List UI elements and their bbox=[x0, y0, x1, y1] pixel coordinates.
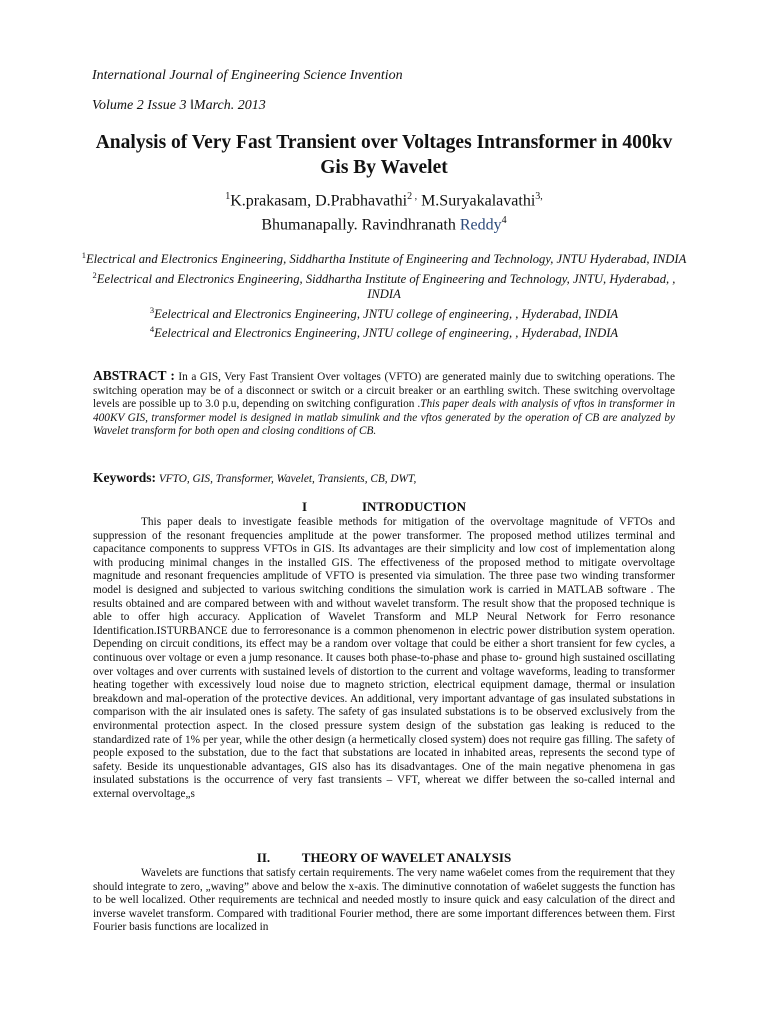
introduction-paragraph: This paper deals to investigate feasible methods for mitigation of the overvoltage magnitude of VFTOs and suppression of the resonant frequencies amplitude at the power transformer. The proposed method utilizes terminal and capacitance components to suppress VFTOs in GIS. Its advantages are their simplicity and low cost of implementation along with producing minimal changes in the installed GIS. The effectiveness of the proposed method to mitigate overvoltage magnitude and resonant frequencies amplitude of VFTO is presented via simulation. The three pase two winding transformer model is designed and subjected to various switching conditions the simulation work is carried in MATLAB software . The results obtained and are compared between with and without wavelet transform. The result show that the proposed technique is able to offer high accuracy. Application of Wavelet Transform and MLP Neural Network for Ferro resonance Identification.ISTURBANCE due to ferroresonance is a common phenomenon in electric power distribution system operation. Depending on circuit conditions, its effect may be a random over voltage that could be either a short transient for few cycles, a continuous over voltage or even a jump resonance. It causes both phase-to-phase and phase to- ground high sustained oscillating over voltages and over currents with sustained levels of distortion to the current and voltage waveforms, leading to transformer heating together with excessively loud noise due to magneto striction, electrical equipment damage, thermal or insulation breakdown and mal-operation of the protective devices. An additional, very important advantage of gas insulated substations in comparison with the air insulated ones is safety. The safety of gas insulated substations is to be observed exclusively from the environmental protection aspect. In the closed pressure system design of the substation gas leaking is reduced to the standardized rate of 1% per year, while the other design (a hermetically closed system) does not require gas filling. The safety of people exposed to the substation, due to the fact that substations are located in inhabited areas, represents the second type of safety. Beside its unquestionable advantages, GIS also has its disadvantages. One of the main negative phenomena in gas insulated substations is the occurrence of very fast transients – VFT, whereat we differ between the so-called internal and external overvoltage„s bbox=[93, 516, 675, 800]
abstract-body: In a GIS, Very Fast Transient Over voltages (VFTO) are generated mainly due to switching operations. The switching operation may be of a disconnect or switch or a circuit breaker or an earthling switch. These switching overvoltage levels are possible up to 3.0 p.u, depending on switching configuration . bbox=[93, 371, 675, 410]
affiliation-sup: 4 bbox=[149, 324, 155, 335]
author-names-4: Bhumanapally. Ravindhranath bbox=[261, 216, 460, 234]
affiliation-sup: 1 bbox=[81, 250, 86, 260]
section-number: I bbox=[301, 499, 308, 514]
affiliation-sup: 3 bbox=[149, 304, 155, 315]
affiliation-item bbox=[80, 248, 688, 268]
section-title: THEORY OF WAVELET ANALYSIS bbox=[301, 850, 512, 865]
section-heading-wavelet bbox=[93, 850, 675, 866]
affiliation-item bbox=[80, 303, 688, 323]
author-surname-link[interactable]: Reddy bbox=[459, 216, 502, 234]
author-sup-2: 2 , bbox=[407, 191, 418, 202]
section-number: II. bbox=[256, 850, 271, 865]
author-sup-4: 4 bbox=[501, 215, 507, 227]
affiliation-item bbox=[80, 268, 688, 303]
affiliation-text: Electrical and Electronics Engineering, Siddhartha Institute of Engineering and Technology, JNTU Hyderabad, INDIA bbox=[85, 252, 687, 267]
affiliation-text: Eelectrical and Electronics Engineering, JNTU college of engineering, , Hyderabad, INDIA bbox=[154, 326, 619, 341]
section-title: INTRODUCTION bbox=[361, 499, 466, 514]
author-list bbox=[80, 187, 688, 236]
author-sup-3: 3, bbox=[535, 191, 543, 202]
abstract-label: ABSTRACT : bbox=[93, 368, 175, 383]
affiliation-sup: 2 bbox=[92, 269, 97, 280]
section-heading-introduction bbox=[93, 499, 675, 515]
keywords bbox=[93, 470, 675, 486]
wavelet-paragraph: Wavelets are functions that satisfy certain requirements. The very name wa6elet comes from the requirement that they should integrate to zero, „waving” above and below the x-axis. The diminutive connotation of wa6elet suggests the function has to be well localized. Other requirements are technical and needed mostly to insure quick and easy calculation of the direct and inverse wavelet transform. Compared with traditional Fourier method, there are some important differences between them. First Fourier basis functions are localized in bbox=[93, 867, 675, 934]
author-sup-1: 1 bbox=[225, 191, 231, 202]
abstract-italic: This paper deals with analysis of vftos in transformer in 400KV GIS, transformer model is designed in matlab simulink and the vftos generated by the operation of CB are analyzed by Wavelet transform for both open and closing conditions of CB. bbox=[93, 398, 675, 437]
keywords-text: VFTO, GIS, Transformer, Wavelet, Transients, CB, DWT, bbox=[156, 473, 417, 485]
keywords-label: Keywords: bbox=[93, 470, 156, 485]
affiliation-item bbox=[80, 322, 688, 342]
journal-name: International Journal of Engineering Science Invention bbox=[92, 68, 403, 83]
affiliation-text: Eelectrical and Electronics Engineering, Siddhartha Institute of Engineering and Technology, JNTU, Hyderabad, , INDIA bbox=[96, 271, 676, 302]
affiliation-text: Eelectrical and Electronics Engineering, JNTU college of engineering, , Hyderabad, INDIA bbox=[154, 306, 619, 321]
paper-title: Analysis of Very Fast Transient over Voltages Intransformer in 400kv Gis By Wavelet bbox=[95, 132, 673, 178]
abstract bbox=[93, 369, 675, 439]
author-names-1: K.prakasam, D.Prabhavathi bbox=[230, 192, 408, 210]
author-names-3: M.Suryakalavathi bbox=[417, 192, 536, 210]
affiliations bbox=[80, 248, 688, 342]
journal-volume: Volume 2 Issue 3 ‖March. 2013 bbox=[92, 98, 266, 113]
